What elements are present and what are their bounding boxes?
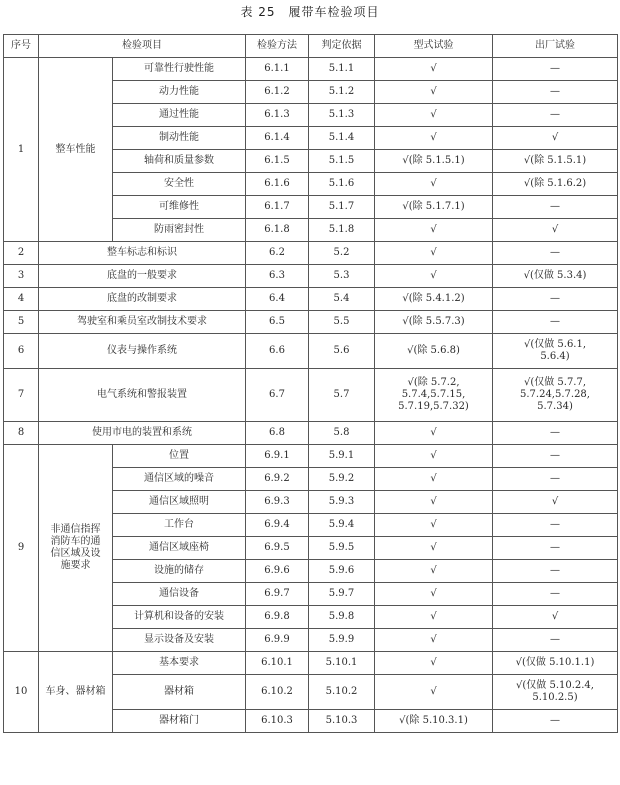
row-factory-test: — [493,514,618,537]
row-factory-test: √(仅做 5.10.1.1) [493,652,618,675]
row-basis: 5.1.2 [309,81,375,104]
row-method: 6.10.3 [246,710,309,733]
row-basis: 5.1.8 [309,219,375,242]
row-method: 6.1.1 [246,58,309,81]
row-subitem: 通信区域的噪音 [113,468,246,491]
row-factory-test: — [493,311,618,334]
row-basis: 5.10.3 [309,710,375,733]
row-type-test: √(除 5.1.7.1) [375,196,493,219]
row-method: 6.9.5 [246,537,309,560]
row-factory-test: √(仅做 5.3.4) [493,265,618,288]
row-no: 9 [4,445,39,652]
row-factory-test: — [493,104,618,127]
row-basis: 5.3 [309,265,375,288]
row-basis: 5.10.2 [309,675,375,710]
header-item: 检验项目 [39,35,246,58]
row-type-test: √ [375,265,493,288]
row-basis: 5.9.2 [309,468,375,491]
row-factory-test: — [493,710,618,733]
header-basis: 判定依据 [309,35,375,58]
row-factory-test: — [493,445,618,468]
table-row [4,288,618,311]
row-type-test: √ [375,514,493,537]
row-type-test: √ [375,537,493,560]
row-method: 6.1.4 [246,127,309,150]
row-no: 3 [4,265,39,288]
row-method: 6.9.9 [246,629,309,652]
row-item: 整车标志和标识 [39,242,246,265]
row-subitem: 计算机和设备的安装 [113,606,246,629]
header-type-test: 型式试验 [375,35,493,58]
row-method: 6.1.2 [246,81,309,104]
row-factory-test: √(除 5.1.5.1) [493,150,618,173]
row-item: 驾驶室和乘员室改制技术要求 [39,311,246,334]
row-factory-test: — [493,560,618,583]
row-type-test: √ [375,219,493,242]
row-method: 6.9.3 [246,491,309,514]
row-basis: 5.9.8 [309,606,375,629]
row-method: 6.7 [246,369,309,422]
row-factory-test: √ [493,491,618,514]
row-basis: 5.9.7 [309,583,375,606]
row-factory-test: — [493,537,618,560]
row-category: 整车性能 [39,58,113,242]
row-subitem: 可靠性行驶性能 [113,58,246,81]
header-row [4,35,618,58]
row-item: 底盘的一般要求 [39,265,246,288]
row-type-test: √(除 5.7.2, 5.7.4,5.7.15, 5.7.19,5.7.32) [375,369,493,422]
table-row [4,445,618,468]
row-method: 6.3 [246,265,309,288]
row-method: 6.1.8 [246,219,309,242]
row-subitem: 可维修性 [113,196,246,219]
row-category: 车身、器材箱 [39,652,113,733]
table-row [4,58,618,81]
row-type-test: √ [375,560,493,583]
row-type-test: √ [375,468,493,491]
row-method: 6.2 [246,242,309,265]
row-method: 6.9.1 [246,445,309,468]
row-item: 电气系统和警报装置 [39,369,246,422]
row-subitem: 设施的储存 [113,560,246,583]
row-method: 6.6 [246,334,309,369]
row-factory-test: — [493,196,618,219]
row-subitem: 通过性能 [113,104,246,127]
row-subitem: 通信区域照明 [113,491,246,514]
row-method: 6.9.7 [246,583,309,606]
row-factory-test: √(仅做 5.7.7, 5.7.24,5.7.28, 5.7.34) [493,369,618,422]
row-item: 使用市电的装置和系统 [39,422,246,445]
inspection-table [3,34,618,733]
row-method: 6.1.3 [246,104,309,127]
row-factory-test: — [493,468,618,491]
row-factory-test: — [493,629,618,652]
row-no: 4 [4,288,39,311]
row-method: 6.9.6 [246,560,309,583]
row-factory-test: — [493,81,618,104]
row-subitem: 通信设备 [113,583,246,606]
row-no: 5 [4,311,39,334]
row-type-test: √ [375,445,493,468]
row-type-test: √ [375,491,493,514]
row-type-test: √(除 5.5.7.3) [375,311,493,334]
row-method: 6.8 [246,422,309,445]
row-basis: 5.1.7 [309,196,375,219]
row-method: 6.1.6 [246,173,309,196]
row-basis: 5.6 [309,334,375,369]
row-subitem: 工作台 [113,514,246,537]
row-basis: 5.1.4 [309,127,375,150]
row-factory-test: √ [493,219,618,242]
row-basis: 5.4 [309,288,375,311]
row-subitem: 器材箱门 [113,710,246,733]
table-row [4,334,618,369]
row-subitem: 制动性能 [113,127,246,150]
row-method: 6.4 [246,288,309,311]
row-basis: 5.5 [309,311,375,334]
row-basis: 5.1.3 [309,104,375,127]
row-factory-test: — [493,583,618,606]
row-type-test: √ [375,173,493,196]
row-subitem: 显示设备及安装 [113,629,246,652]
row-no: 8 [4,422,39,445]
row-subitem: 动力性能 [113,81,246,104]
row-subitem: 轴荷和质量参数 [113,150,246,173]
row-basis: 5.2 [309,242,375,265]
table-row [4,652,618,675]
row-basis: 5.9.4 [309,514,375,537]
row-basis: 5.9.3 [309,491,375,514]
row-factory-test: — [493,422,618,445]
table-title: 表 25 履带车检验项目 [240,5,380,19]
row-type-test: √ [375,127,493,150]
row-subitem: 器材箱 [113,675,246,710]
row-basis: 5.7 [309,369,375,422]
row-type-test: √ [375,104,493,127]
row-method: 6.9.8 [246,606,309,629]
row-type-test: √ [375,629,493,652]
header-no: 序号 [4,35,39,58]
row-basis: 5.1.1 [309,58,375,81]
row-type-test: √ [375,652,493,675]
row-method: 6.1.7 [246,196,309,219]
row-type-test: √ [375,422,493,445]
row-basis: 5.9.5 [309,537,375,560]
row-type-test: √(除 5.4.1.2) [375,288,493,311]
row-factory-test: — [493,58,618,81]
row-item: 底盘的改制要求 [39,288,246,311]
row-type-test: √ [375,58,493,81]
row-method: 6.10.2 [246,675,309,710]
table-row [4,242,618,265]
row-no: 10 [4,652,39,733]
row-factory-test: √(仅做 5.6.1, 5.6.4) [493,334,618,369]
row-basis: 5.9.6 [309,560,375,583]
table-row [4,265,618,288]
row-method: 6.9.2 [246,468,309,491]
row-no: 1 [4,58,39,242]
row-subitem: 防雨密封性 [113,219,246,242]
row-type-test: √ [375,81,493,104]
row-factory-test: √ [493,127,618,150]
row-basis: 5.10.1 [309,652,375,675]
row-basis: 5.1.5 [309,150,375,173]
row-type-test: √(除 5.6.8) [375,334,493,369]
row-item: 仪表与操作系统 [39,334,246,369]
row-type-test: √ [375,675,493,710]
row-subitem: 位置 [113,445,246,468]
row-type-test: √ [375,242,493,265]
row-basis: 5.9.9 [309,629,375,652]
row-category: 非通信指挥 消防车的通 信区域及设 施要求 [39,445,113,652]
row-method: 6.9.4 [246,514,309,537]
row-type-test: √(除 5.1.5.1) [375,150,493,173]
row-type-test: √(除 5.10.3.1) [375,710,493,733]
row-factory-test: √(除 5.1.6.2) [493,173,618,196]
table-row [4,311,618,334]
row-subitem: 通信区域座椅 [113,537,246,560]
row-no: 2 [4,242,39,265]
row-type-test: √ [375,583,493,606]
row-basis: 5.9.1 [309,445,375,468]
row-method: 6.10.1 [246,652,309,675]
row-method: 6.1.5 [246,150,309,173]
row-basis: 5.1.6 [309,173,375,196]
row-factory-test: √(仅做 5.10.2.4, 5.10.2.5) [493,675,618,710]
table-body [4,58,618,733]
header-method: 检验方法 [246,35,309,58]
row-basis: 5.8 [309,422,375,445]
row-method: 6.5 [246,311,309,334]
row-factory-test: — [493,242,618,265]
table-row [4,369,618,422]
row-subitem: 安全性 [113,173,246,196]
row-no: 6 [4,334,39,369]
row-type-test: √ [375,606,493,629]
table-row [4,422,618,445]
header-factory-test: 出厂试验 [493,35,618,58]
row-subitem: 基本要求 [113,652,246,675]
row-factory-test: — [493,288,618,311]
row-no: 7 [4,369,39,422]
row-factory-test: √ [493,606,618,629]
